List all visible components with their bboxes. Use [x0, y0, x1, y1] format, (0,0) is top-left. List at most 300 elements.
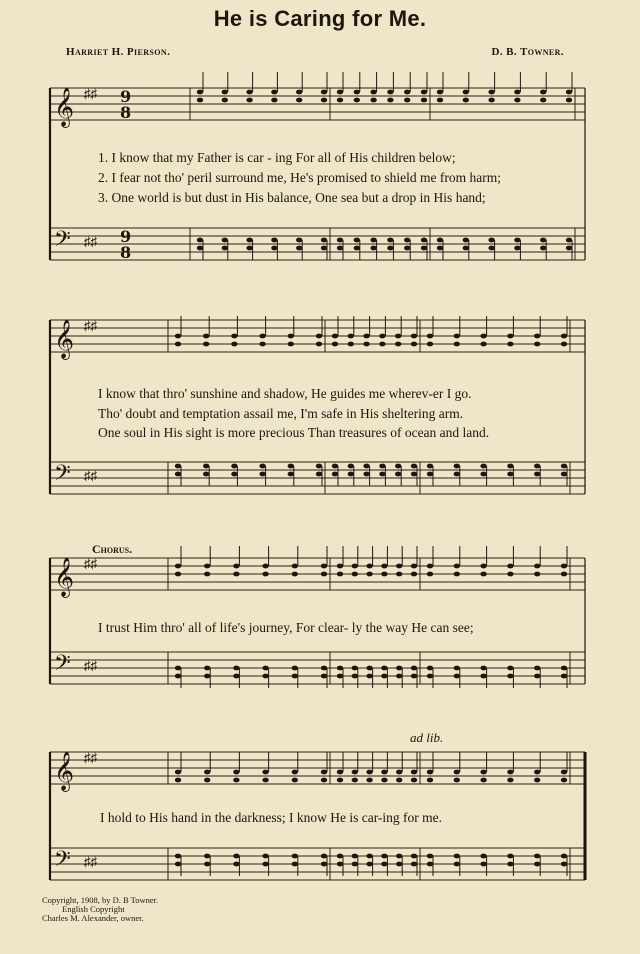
note-head [534, 572, 540, 577]
author-credit: Harriet H. Pierson. [66, 46, 171, 58]
note-head [175, 666, 181, 671]
note-head [262, 572, 268, 577]
note-head [292, 674, 298, 679]
note-head [534, 674, 540, 679]
note-head [175, 854, 181, 859]
note-head [534, 334, 540, 339]
note-head [197, 246, 203, 251]
note-head [396, 666, 402, 671]
note-head [352, 572, 358, 577]
note-head [379, 472, 385, 477]
note-head [395, 472, 401, 477]
note-head [463, 246, 469, 251]
note-head [540, 238, 546, 243]
note-head [271, 238, 277, 243]
note-head [366, 564, 372, 569]
note-head [246, 238, 252, 243]
note-head [480, 770, 486, 775]
note-head [271, 90, 277, 95]
note-head [411, 342, 417, 347]
note-head [262, 564, 268, 569]
treble-clef-icon: 𝄞 [54, 319, 75, 359]
note-head [332, 472, 338, 477]
note-head [561, 464, 567, 469]
note-head [262, 862, 268, 867]
note-head [222, 246, 228, 251]
note-head [321, 564, 327, 569]
note-head [411, 674, 417, 679]
note-head [352, 674, 358, 679]
note-head [507, 674, 513, 679]
note-head [534, 464, 540, 469]
note-head [292, 862, 298, 867]
note-head [222, 90, 228, 95]
lyric-line: Tho' doubt and temptation assail me, I'm safe in His sheltering arm. [98, 406, 464, 421]
note-head [222, 238, 228, 243]
note-head [197, 90, 203, 95]
note-head [233, 674, 239, 679]
note-head [366, 862, 372, 867]
note-head [396, 564, 402, 569]
note-head [454, 674, 460, 679]
note-head [337, 778, 343, 783]
time-signature: 9 [120, 227, 132, 246]
note-head [561, 472, 567, 477]
note-head [321, 246, 327, 251]
note-head [262, 854, 268, 859]
composer-credit: D. B. Towner. [491, 46, 564, 58]
note-head [404, 98, 410, 103]
note-head [534, 666, 540, 671]
note-head [231, 342, 237, 347]
note-head [454, 564, 460, 569]
lyric-line: I know that thro' sunshine and shadow, He guides me wherev-er I go. [98, 386, 472, 401]
note-head [204, 854, 210, 859]
note-head [337, 572, 343, 577]
note-head [203, 342, 209, 347]
note-head [454, 854, 460, 859]
note-head [363, 342, 369, 347]
hymn-title: He is Caring for Me. [213, 6, 427, 31]
bass-clef-icon: 𝄢 [54, 651, 71, 681]
time-signature: 8 [120, 103, 132, 122]
treble-clef-icon: 𝄞 [54, 751, 75, 791]
note-head [197, 238, 203, 243]
sharp-icon: ♯♯ [84, 86, 97, 101]
note-head [352, 666, 358, 671]
note-head [203, 464, 209, 469]
note-head [363, 464, 369, 469]
note-head [288, 464, 294, 469]
note-head [411, 572, 417, 577]
note-head [463, 98, 469, 103]
note-head [411, 854, 417, 859]
lyric-line: 3. One world is but dust in His balance, One sea but a drop in His hand; [98, 190, 486, 205]
note-head [288, 334, 294, 339]
note-head [321, 90, 327, 95]
note-head [231, 464, 237, 469]
note-head [233, 854, 239, 859]
note-head [427, 862, 433, 867]
note-head [534, 862, 540, 867]
bass-clef-icon: 𝄢 [54, 847, 71, 877]
note-head [427, 342, 433, 347]
copyright-line: English Copyright [62, 904, 125, 914]
note-head [561, 334, 567, 339]
sharp-icon: ♯♯ [84, 468, 97, 483]
time-signature: 9 [120, 87, 132, 106]
note-head [259, 342, 265, 347]
treble-clef-icon: 𝄞 [54, 557, 75, 597]
note-head [411, 564, 417, 569]
note-head [427, 564, 433, 569]
note-head [488, 98, 494, 103]
lyric-line: One soul in His sight is more precious Than treasures of ocean and land. [98, 425, 490, 440]
note-head [262, 674, 268, 679]
note-head [337, 674, 343, 679]
note-head [437, 238, 443, 243]
lyric-line: I hold to His hand in the darkness; I know He is car-ing for me. [100, 810, 443, 825]
note-head [292, 666, 298, 671]
note-head [480, 464, 486, 469]
note-head [421, 90, 427, 95]
note-head [262, 770, 268, 775]
note-head [507, 342, 513, 347]
note-head [534, 342, 540, 347]
note-head [259, 334, 265, 339]
note-head [204, 778, 210, 783]
note-head [337, 770, 343, 775]
note-head [507, 770, 513, 775]
note-head [175, 572, 181, 577]
note-head [427, 778, 433, 783]
note-head [316, 464, 322, 469]
sharp-icon: ♯♯ [84, 234, 97, 249]
note-head [204, 564, 210, 569]
note-head [454, 342, 460, 347]
treble-clef-icon: 𝄞 [54, 87, 75, 127]
note-head [233, 770, 239, 775]
note-head [427, 854, 433, 859]
note-head [296, 90, 302, 95]
note-head [411, 334, 417, 339]
note-head [231, 472, 237, 477]
note-head [370, 90, 376, 95]
note-head [421, 246, 427, 251]
note-head [204, 770, 210, 775]
note-head [379, 342, 385, 347]
note-head [480, 342, 486, 347]
note-head [566, 238, 572, 243]
note-head [352, 770, 358, 775]
note-head [480, 564, 486, 569]
note-head [454, 334, 460, 339]
note-head [534, 854, 540, 859]
note-head [480, 472, 486, 477]
note-head [561, 862, 567, 867]
note-head [534, 564, 540, 569]
note-head [366, 770, 372, 775]
note-head [566, 246, 572, 251]
note-head [514, 246, 520, 251]
note-head [288, 472, 294, 477]
note-head [540, 246, 546, 251]
note-head [463, 238, 469, 243]
note-head [396, 862, 402, 867]
note-head [296, 98, 302, 103]
note-head [321, 238, 327, 243]
bass-clef-icon: 𝄢 [54, 461, 71, 491]
note-head [534, 778, 540, 783]
note-head [454, 472, 460, 477]
note-head [411, 862, 417, 867]
note-head [421, 238, 427, 243]
note-head [233, 572, 239, 577]
note-head [437, 90, 443, 95]
note-head [175, 464, 181, 469]
note-head [316, 472, 322, 477]
note-head [231, 334, 237, 339]
note-head [203, 334, 209, 339]
note-head [332, 342, 338, 347]
note-head [454, 778, 460, 783]
note-head [296, 238, 302, 243]
note-head [363, 472, 369, 477]
note-head [363, 334, 369, 339]
note-head [203, 472, 209, 477]
note-head [396, 674, 402, 679]
note-head [366, 674, 372, 679]
note-head [292, 770, 298, 775]
note-head [507, 334, 513, 339]
note-head [561, 342, 567, 347]
note-head [175, 862, 181, 867]
note-head [427, 572, 433, 577]
note-head [204, 674, 210, 679]
note-head [381, 564, 387, 569]
note-head [292, 778, 298, 783]
note-head [337, 564, 343, 569]
note-head [381, 770, 387, 775]
note-head [271, 98, 277, 103]
note-head [411, 666, 417, 671]
note-head [175, 472, 181, 477]
note-head [246, 98, 252, 103]
note-head [411, 472, 417, 477]
note-head [411, 778, 417, 783]
lyric-line: 1. I know that my Father is car - ing For all of His children below; [98, 150, 456, 165]
note-head [379, 464, 385, 469]
note-head [354, 90, 360, 95]
note-head [437, 246, 443, 251]
note-head [387, 238, 393, 243]
note-head [370, 246, 376, 251]
note-head [514, 90, 520, 95]
note-head [292, 564, 298, 569]
note-head [566, 90, 572, 95]
note-head [427, 770, 433, 775]
note-head [387, 98, 393, 103]
note-head [370, 98, 376, 103]
sharp-icon: ♯♯ [84, 318, 97, 333]
note-head [246, 246, 252, 251]
note-head [348, 342, 354, 347]
bass-clef-icon: 𝄢 [54, 227, 71, 257]
note-head [175, 564, 181, 569]
note-head [321, 770, 327, 775]
note-head [540, 90, 546, 95]
note-head [454, 464, 460, 469]
note-head [233, 778, 239, 783]
copyright-line: Charles M. Alexander, owner. [42, 913, 144, 923]
note-head [427, 334, 433, 339]
note-head [404, 90, 410, 95]
note-head [427, 666, 433, 671]
note-head [566, 98, 572, 103]
note-head [381, 854, 387, 859]
note-head [561, 674, 567, 679]
note-head [480, 334, 486, 339]
note-head [480, 666, 486, 671]
note-head [288, 342, 294, 347]
note-head [534, 472, 540, 477]
note-head [366, 778, 372, 783]
note-head [292, 572, 298, 577]
note-head [427, 674, 433, 679]
note-head [411, 770, 417, 775]
note-head [175, 770, 181, 775]
note-head [561, 778, 567, 783]
note-head [337, 666, 343, 671]
lyric-line: 2. I fear not tho' peril surround me, He's promised to shield me from harm; [98, 170, 502, 185]
note-head [454, 666, 460, 671]
note-head [348, 334, 354, 339]
note-head [233, 666, 239, 671]
note-head [366, 854, 372, 859]
note-head [480, 778, 486, 783]
note-head [427, 464, 433, 469]
note-head [316, 342, 322, 347]
note-head [379, 334, 385, 339]
note-head [316, 334, 322, 339]
note-head [488, 90, 494, 95]
note-head [292, 854, 298, 859]
note-head [352, 778, 358, 783]
note-head [381, 666, 387, 671]
note-head [366, 666, 372, 671]
note-head [348, 472, 354, 477]
note-head [454, 862, 460, 867]
note-head [352, 564, 358, 569]
note-head [246, 90, 252, 95]
note-head [337, 238, 343, 243]
note-head [321, 854, 327, 859]
note-head [427, 472, 433, 477]
note-head [321, 862, 327, 867]
note-head [354, 238, 360, 243]
note-head [259, 472, 265, 477]
sharp-icon: ♯♯ [84, 658, 97, 673]
note-head [337, 862, 343, 867]
note-head [348, 464, 354, 469]
note-head [321, 572, 327, 577]
note-head [204, 666, 210, 671]
note-head [381, 674, 387, 679]
note-head [381, 862, 387, 867]
note-head [175, 674, 181, 679]
note-head [395, 334, 401, 339]
note-head [204, 862, 210, 867]
chorus-label: Chorus. [92, 542, 133, 556]
note-head [561, 770, 567, 775]
note-head [381, 572, 387, 577]
note-head [381, 778, 387, 783]
note-head [514, 98, 520, 103]
note-head [337, 90, 343, 95]
note-head [488, 246, 494, 251]
note-head [175, 334, 181, 339]
note-head [561, 666, 567, 671]
note-head [404, 238, 410, 243]
note-head [321, 674, 327, 679]
note-head [480, 854, 486, 859]
note-head [404, 246, 410, 251]
note-head [507, 778, 513, 783]
note-head [352, 862, 358, 867]
lyric-line: I trust Him thro' all of life's journey, For clear- ly the way He can see; [98, 620, 474, 635]
note-head [233, 564, 239, 569]
note-head [222, 98, 228, 103]
note-head [395, 342, 401, 347]
note-head [337, 854, 343, 859]
note-head [463, 90, 469, 95]
note-head [514, 238, 520, 243]
note-head [262, 666, 268, 671]
note-head [321, 666, 327, 671]
note-head [396, 572, 402, 577]
note-head [396, 778, 402, 783]
note-head [396, 854, 402, 859]
note-head [197, 98, 203, 103]
note-head [321, 98, 327, 103]
note-head [561, 572, 567, 577]
note-head [561, 564, 567, 569]
note-head [507, 862, 513, 867]
note-head [507, 472, 513, 477]
note-head [507, 854, 513, 859]
note-head [561, 854, 567, 859]
copyright-notice [42, 896, 158, 923]
note-head [507, 572, 513, 577]
sharp-icon: ♯♯ [84, 854, 97, 869]
note-head [395, 464, 401, 469]
note-head [259, 464, 265, 469]
note-head [507, 464, 513, 469]
note-head [540, 98, 546, 103]
note-head [332, 334, 338, 339]
note-head [370, 238, 376, 243]
note-head [534, 770, 540, 775]
note-head [296, 246, 302, 251]
sharp-icon: ♯♯ [84, 556, 97, 571]
note-head [507, 564, 513, 569]
note-head [387, 90, 393, 95]
time-signature: 8 [120, 243, 132, 262]
note-head [437, 98, 443, 103]
note-head [480, 572, 486, 577]
note-head [233, 862, 239, 867]
note-head [352, 854, 358, 859]
